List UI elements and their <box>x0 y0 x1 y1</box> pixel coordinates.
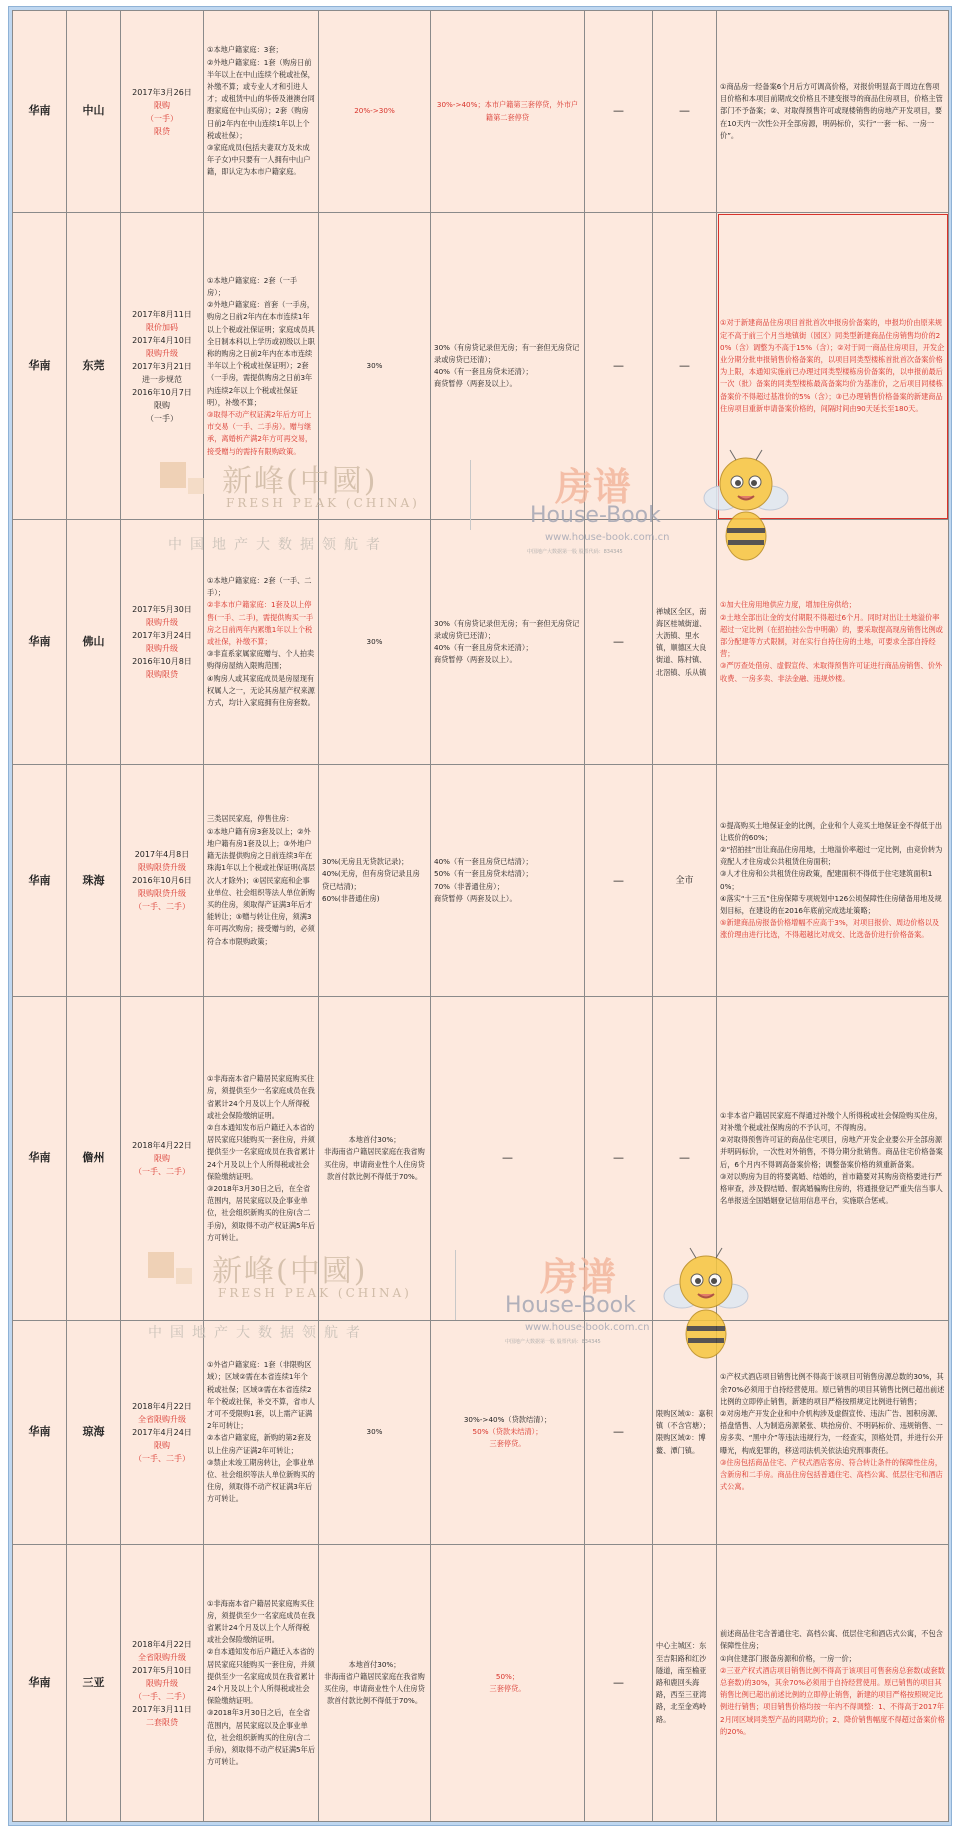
housebook-url: www.house-book.com.cn <box>545 532 670 543</box>
purchase-cell: 三类居民家庭，停售住房： ①本地户籍有房3套及以上；②外地户籍有房1套及以上；③外地户籍无法提供购房之日前连续3年在珠海1年以上个税或社保证明(高层次人才除外)；④居民家庭和企事业单位、社会组织等法人单位新购买的住房，须取得产证满3年后才能转让；⑤赠与转让住房，须满3年可再次购房；接受赠与的，必须符合本市限购政策； <box>204 764 319 996</box>
housebook-logo-cn: 房谱 <box>555 465 632 509</box>
table-row <box>13 1545 949 1822</box>
date-cell: 2017年4月8日 限购限贷升级 2016年10月6日 限购限贷升级 （一手、二手） <box>121 764 204 996</box>
loan-cell: 30%（有房贷记录但无房；有一套但无房贷记录或房贷已还清）； 40%（有一套且房贷未还清）； 商贷暂停（两套及以上）。 <box>431 520 585 765</box>
area-cell: 全市 <box>653 764 717 996</box>
city-cell: 琼海 <box>67 1320 121 1544</box>
downpay-cell: 30% <box>319 1320 431 1544</box>
region-cell: 华南 <box>13 213 67 520</box>
area-cell: 限购区域①：嘉积镇（不含官塘）； 限购区域②：博鳌、潭门镇。 <box>653 1320 717 1544</box>
area-cell: — <box>653 11 717 213</box>
region-cell: 华南 <box>13 11 67 213</box>
downpay-cell: 30% <box>319 213 431 520</box>
date-cell: 2018年4月22日 全省限购升级 2017年5月10日 限购升级 （一手、二手） 2017年3月11日 二套限贷 <box>121 1545 204 1822</box>
blank-cell: — <box>585 520 653 765</box>
policy-cell: ①非本省户籍居民家庭不得通过补缴个人所得税或社会保险购买住房，对补缴个税或社保购房的不予认可，不得购房。 ②对取得预售许可证的商品住宅项目，房地产开发企业要公开全部房源并明码标价，一次性对外销售，不得分期分批销售。商品住宅价格备案后，6个月内不得调高备案价格；调整备案价格的须重新备案。 ③对以购房为目的将要离婚、结婚的，首市籍要对其购房资格要进行严格审查，涉及假结婚、假离婚骗购住房的，将通报登记严重失信当事人名单报送全国婚姻登记信用信息平台，实施联合惩戒。 <box>717 997 949 1320</box>
region-cell: 华南 <box>13 1545 67 1822</box>
downpay-cell: 30% <box>319 520 431 765</box>
watermark-tagline: 中国地产大数据领航者 <box>168 537 388 553</box>
loan-cell: 40%（有一套且房贷已结清）； 50%（有一套且房贷未结清）； 70%（非普通住房）； 商贷暂停（两套及以上）。 <box>431 764 585 996</box>
loan-cell: 50%； 三套停贷。 <box>431 1545 585 1822</box>
date-cell: 2017年8月11日 限价加码 2017年4月10日 限购升级 2017年3月21日 进一步规范 2016年10月7日 限购 （一手） <box>121 213 204 520</box>
purchase-cell: ①非海南本省户籍居民家庭购买住房，须提供至少一名家庭成员在我省累计24个月及以上个人所得税或社会保险缴纳证明。 ②自本通知发布后户籍迁入本省的居民家庭只能购买一套住房，并须提供至少一名家庭成员在我省累计24个月及以上个人所得税或社会保险缴纳证明。 ③2018年3月30日之后，在全省范围内，居民家庭以及企事业单位，社会组织新购买的住房(含二手房)，须取得不动产权证满5年后方可转让。 <box>204 997 319 1320</box>
housebook-url: www.house-book.com.cn <box>525 1322 650 1333</box>
city-cell: 三亚 <box>67 1545 121 1822</box>
watermark-tagline: 中国地产大数据领航者 <box>148 1325 368 1341</box>
policy-cell: ①商品房一经备案6个月后方可调高价格，对报价明显高于周边在售项目价格和本项目前期成交价格且不建变报导的商品住房项目，价格主管部门不予备案；②、对取得预售许可或现楼销售的房地产开发项目，要在10天内一次性公开全部房源，明码标价，实行“一套一标、一房一价”。 <box>717 11 949 213</box>
watermark-brand-cn: 新峰(中國) <box>222 464 378 499</box>
area-cell: 中心主城区：东至吉阳路和红沙隧道，南至榆亚路和鹿回头海路，西至三亚湾路，北至金鸡岭路。 <box>653 1545 717 1822</box>
area-cell: — <box>653 213 717 520</box>
watermark-brand-en: FRESH PEAK (CHINA) <box>218 1286 412 1300</box>
table-row <box>13 520 949 765</box>
purchase-cell: ①本地户籍家庭：3套； ②外地户籍家庭：1套（购房日前半年以上在中山连续个税或社保，补缴不算；或专业人才和引进人才；或租赁中山的华侨及港澳台同胞家庭在中山买房）；2套（购房日前2年内在中山连续1年以上个税或社保）； ③家庭成员(包括夫妻双方及未成年子女)中只要有一人拥有中山户籍，即认定为本市户籍家庭。 <box>204 11 319 213</box>
table-row <box>13 11 949 213</box>
table-row <box>13 213 949 520</box>
policy-table <box>12 10 949 1822</box>
loan-cell: 30%->40%（贷款结清）； 50%（贷款未结清）； 三套停贷。 <box>431 1320 585 1544</box>
watermark-brand-cn: 新峰(中國) <box>212 1254 368 1289</box>
table-row <box>13 1320 949 1544</box>
area-cell: — <box>653 997 717 1320</box>
date-cell: 2018年4月22日 限购 （一手、二手） <box>121 997 204 1320</box>
blank-cell: — <box>585 11 653 213</box>
date-cell: 2017年3月26日 限购 （一手） 限贷 <box>121 11 204 213</box>
area-cell: 禅城区全区，南海区桂城街道、大沥镇、里水镇，顺德区大良街道、陈村镇、北滘镇、乐从镇 <box>653 520 717 765</box>
blank-cell: — <box>585 213 653 520</box>
housebook-sub: 中国地产大数据第一股 股票代码：834345 <box>505 1339 601 1345</box>
city-cell: 佛山 <box>67 520 121 765</box>
date-cell: 2017年5月30日 限购升级 2017年3月24日 限购升级 2016年10月8日 限购限贷 <box>121 520 204 765</box>
purchase-cell: ①外省户籍家庭：1套（非限购区域）；区域②需在本省连续1年个税或社保；区域③需在本省连续2年个税或社保，补交不算，省市人才可不受限购1套，以上需产证满2年可转让； ②本省户籍家庭，新购的第2套及以上住房产证满2年可转让； ③禁止未竣工期房转让，企事业单位、社会组织等法人单位新购买的住房，须取得不动产权证满3年后方可转让。 <box>204 1320 319 1544</box>
purchase-cell: ①非海南本省户籍居民家庭购买住房，须提供至少一名家庭成员在我省累计24个月及以上个人所得税或社会保险缴纳证明。 ②自本通知发布后户籍迁入本省的居民家庭只能购买一套住房，并须提供至少一名家庭成员在我省累计24个月及以上个人所得税或社会保险缴纳证明。 ③2018年3月30日之后，在全省范围内，居民家庭以及企事业单位，社会组织新购买的住房(含二手房)，须取得不动产权证满5年后方可转让。 <box>204 1545 319 1822</box>
downpay-cell: 30%(无房且无贷款记录)； 40%(无房，但有房贷记录且房贷已结清)； 60%(非普通住房) <box>319 764 431 996</box>
policy-cell: 前述商品住宅含普通住宅、高档公寓、低层住宅和酒店式公寓，不包含保障性住房； ①向住建部门报备房源和价格，一房一价； ②三亚产权式酒店项目销售比例不得高于该项目可售套房总套数(或套数总套数)的30%，其余70%必须用于自持经营使用。原已销售的项目其销售比例已超出前述比例的立即停止销售，新建的项目严格按照规定比例进行销售；项目销售价格均按一年内不得调整：1、不得高于2017年2月同区域同类型产品的同期均价；2、降价销售幅度不得超过备案价格的20%。 <box>717 1545 949 1822</box>
loan-cell: 30%（有房贷记录但无房；有一套但无房贷记录或房贷已还清）； 40%（有一套且房贷未还清）； 商贷暂停（两套及以上）。 <box>431 213 585 520</box>
housebook-logo-en: House-Book <box>530 503 661 528</box>
loan-cell: — <box>431 997 585 1320</box>
city-cell: 东莞 <box>67 213 121 520</box>
blank-cell: — <box>585 1545 653 1822</box>
blank-cell: — <box>585 764 653 996</box>
purchase-cell: ①本地户籍家庭：2套（一手、二手）； ②非本市户籍家庭：1套及以上停售(一手、二手)，需提供购买一手房之日前两年内累缴1年以上个税或社保，补缴不算； ③非直系家属家庭赠与、个人拍卖购得房屋纳入限购范围； ④购房人或其家庭成员是房屋现有权属人之一，无论其房屋产权来源方式，均计入家庭拥有住房套数。 <box>204 520 319 765</box>
table-row <box>13 997 949 1320</box>
region-cell: 华南 <box>13 764 67 996</box>
blank-cell: — <box>585 997 653 1320</box>
city-cell: 儋州 <box>67 997 121 1320</box>
policy-cell: ①对于新建商品住房项目首批首次申报房价备案的，申报均价由原来规定不高于前三个月当地镇街（园区）同类型新建商品住房销售均价的20%（含）调整为不高于15%（含）；②对于同一商品住房项目，开发企业分期分批申报销售价格备案的，以项目同类型楼栋首批首次备案价格为上限，本通知实施前已办理过同类型楼栋房价备案的，以申报前最后一次（批）备案的同类型楼栋最高备案均价为基准价，之后项目同楼栋备案价不得超过基准价的5%（含）；③已办理销售价格备案的新建商品住房项目重新申请备案价格的，间隔时间由90天延长至180天。 <box>717 213 949 520</box>
region-cell: 华南 <box>13 1320 67 1544</box>
city-cell: 珠海 <box>67 764 121 996</box>
city-cell: 中山 <box>67 11 121 213</box>
region-cell: 华南 <box>13 997 67 1320</box>
downpay-cell: 本地首付30%； 非海南省户籍居民家庭在我省购买住房，申请商业性个人住房贷款首付款比例不得低于70%。 <box>319 1545 431 1822</box>
date-cell: 2018年4月22日 全省限购升级 2017年4月24日 限购 （一手、二手） <box>121 1320 204 1544</box>
purchase-cell: ①本地户籍家庭：2套（一手房）； ②外地户籍家庭：首套（一手房，购房之日前2年内在本市连续1年以上个税或社保证明；家庭成员具全日制本科以上学历或初级以上职称的购房之日前2年内在本市连续半年以上个税或社保证明）；2套（一手房，需提供购房之日前3年内连续2年以上个税或社保证明），补缴不算； ③取得不动产权证满2年后方可上市交易（一手、二手房）。赠与继承，离婚析产满2年方可再交易，接受赠与的需持有限购政策。 <box>204 213 319 520</box>
downpay-cell: 本地首付30%； 非海南省户籍居民家庭在我省购买住房，申请商业性个人住房贷款首付款比例不得低于70%。 <box>319 997 431 1320</box>
policy-cell: ①加大住房用地供应力度，增加住房供给； ②土地全部出让金的支付期限不得超过6个月。同时对出让土地溢价率超过一定比例（在招拍挂公告中明确）的，要采取提高现房销售比例或部分配建等方式限制，对在实行自持住房的土地，可要求全部自持经营； ③严厉查处借房、虚假宣传、未取得预售许可证进行商品房销售、价外收费、一房多卖、非法金融、违规炒楼。 <box>717 520 949 765</box>
loan-cell: 30%->40%；本市户籍第三套停贷，外市户籍第二套停贷 <box>431 11 585 213</box>
downpay-cell: 20%->30% <box>319 11 431 213</box>
housebook-logo-en: House-Book <box>505 1293 636 1318</box>
policy-cell: ①提高购买土地保证金的比例，企业和个人竞买土地保证金不得低于出让底价的60%； ②“招拍挂”出让商品住房用地，土地溢价率超过一定比例，由竞价转为竞配人才住房或公共租赁住房面积； ③人才住房和公共租赁住房政策，配建面积不得低于住宅建筑面积10%； ④落实“十三五”住房保障专项规划中126公顷保障性住房储备用地及规划目标，在建设的在2016年底前完成选址策略； ⑤新建商品房报备价格增幅不应高于3%，对项目报价、周边价格以及涨价理由进行比选，不得超越比对成交、比选备价进行价格备案。 <box>717 764 949 996</box>
policy-cell: ①产权式酒店项目销售比例不得高于该项目可销售房源总数的30%，其余70%必须用于自持经营使用。原已销售的项目其销售比例已超出前述比例的立即停止销售，新建的项目严格按照规定比例进行销售； ②对房地产开发企业和中介机构涉及虚假宣传、违法广告、囤积房源、捂盘惜售、人为制造房源紧张、哄抬房价、不明码标价、违规销售、一房多卖、“黑中介”等违法违规行为，一经查实，顶格处罚，并进行公开曝光，构成犯罪的，移送司法机关依法追究刑事责任。 ③住房包括商品住宅、产权式酒店客房、符合转让条件的保障性住房，含新房和二手房。商品住房包括普通住宅、高档公寓、低层住宅和酒店式公寓。 <box>717 1320 949 1544</box>
region-cell: 华南 <box>13 520 67 765</box>
watermark-brand-en: FRESH PEAK (CHINA) <box>226 496 420 510</box>
blank-cell: — <box>585 1320 653 1544</box>
housebook-sub: 中国地产大数据第一股 股票代码：834345 <box>527 549 623 555</box>
housebook-logo-cn: 房谱 <box>540 1255 617 1299</box>
table-row <box>13 764 949 996</box>
